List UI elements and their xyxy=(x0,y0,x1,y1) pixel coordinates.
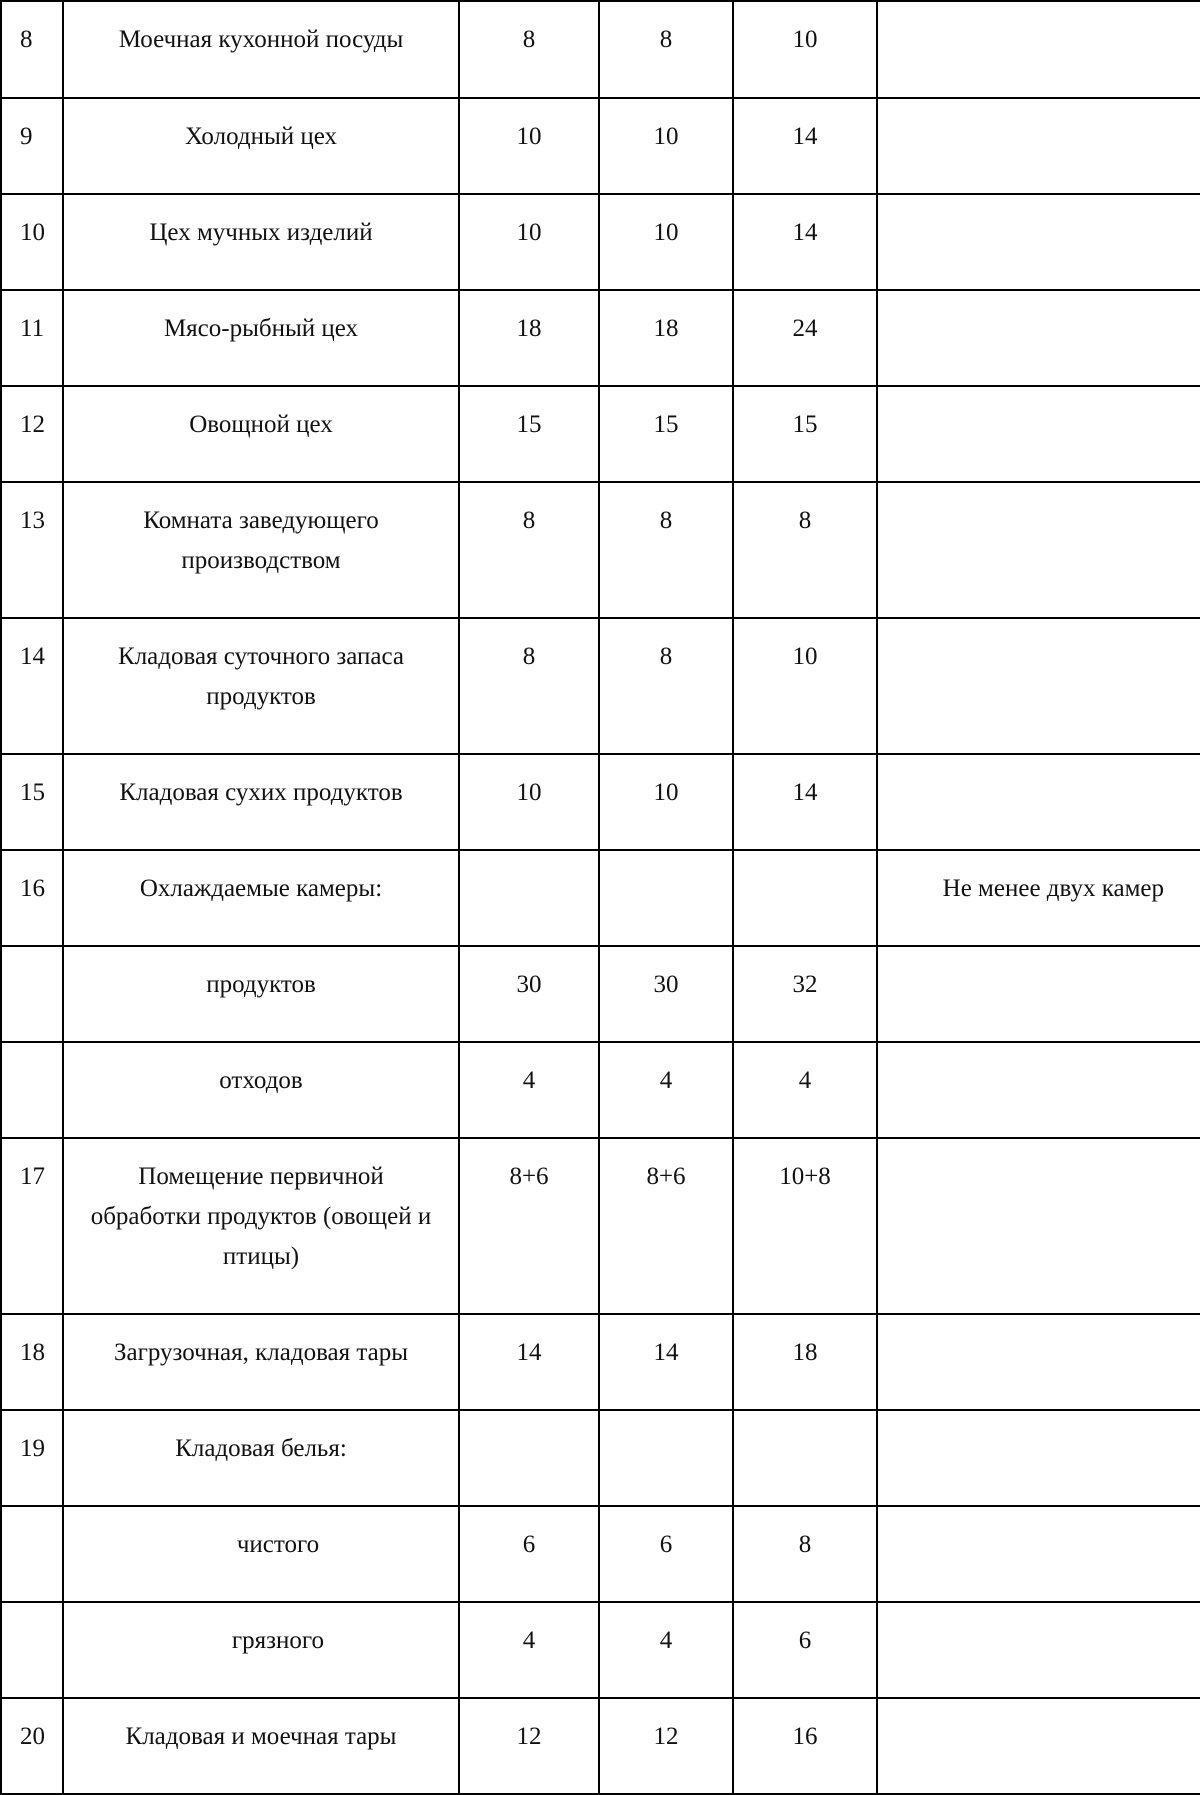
value-1-text: 8 xyxy=(522,26,536,53)
value-2-cell xyxy=(599,1,733,98)
table-row xyxy=(1,386,1200,482)
row-number-cell xyxy=(1,850,63,946)
room-name-text: чистого xyxy=(236,1530,320,1558)
room-name-cell xyxy=(63,194,459,290)
note-cell xyxy=(877,1314,1200,1410)
value-3-cell xyxy=(733,1042,877,1138)
note-cell xyxy=(877,386,1200,482)
table-row xyxy=(1,1698,1200,1794)
table-row xyxy=(1,98,1200,194)
table-row xyxy=(1,1138,1200,1314)
note-cell xyxy=(877,1138,1200,1314)
value-3-text: 24 xyxy=(792,315,818,343)
value-2-cell xyxy=(599,1602,733,1698)
table-row xyxy=(1,1506,1200,1602)
row-number-cell xyxy=(1,946,63,1042)
room-name-text: Кладовая белья: xyxy=(175,1434,347,1462)
room-name-cell xyxy=(63,1506,459,1602)
value-1-text: 10 xyxy=(516,219,542,247)
room-name-text: продуктов xyxy=(206,971,316,998)
value-1-cell xyxy=(459,194,599,290)
row-number-text: 12 xyxy=(20,411,45,439)
table-row xyxy=(1,1602,1200,1698)
value-1-cell xyxy=(459,98,599,194)
value-3-cell xyxy=(733,482,877,618)
value-1-cell xyxy=(459,1138,599,1314)
value-2-cell xyxy=(599,754,733,850)
value-1-text: 4 xyxy=(522,1066,536,1094)
note-text: Не менее двух камер xyxy=(942,875,1164,903)
room-name-text: Кладовая сухих продуктов xyxy=(119,779,403,807)
value-1-cell xyxy=(459,618,599,754)
row-number-text: 17 xyxy=(20,1162,45,1190)
note-cell xyxy=(877,1042,1200,1138)
note-cell xyxy=(877,754,1200,850)
value-2-text: 18 xyxy=(653,315,679,343)
value-3-cell xyxy=(733,1506,877,1602)
table-row xyxy=(1,1042,1200,1138)
row-number-text: 11 xyxy=(20,315,45,343)
value-3-cell xyxy=(733,754,877,850)
row-number-cell xyxy=(1,1602,63,1698)
room-name-cell xyxy=(63,290,459,386)
row-number-text: 13 xyxy=(20,507,45,535)
value-1-cell xyxy=(459,1314,599,1410)
value-3-text: 10+8 xyxy=(779,1162,831,1190)
value-1-text: 18 xyxy=(516,315,542,343)
note-cell xyxy=(877,1506,1200,1602)
table-row xyxy=(1,194,1200,290)
table-row xyxy=(1,482,1200,618)
value-3-text: 18 xyxy=(792,1338,818,1366)
room-name-cell xyxy=(63,1314,459,1410)
room-name-cell xyxy=(63,1138,459,1314)
value-2-cell xyxy=(599,1698,733,1794)
value-1-cell xyxy=(459,482,599,618)
room-name-text: грязного xyxy=(231,1626,325,1654)
value-3-text: 32 xyxy=(792,971,818,998)
room-name-text: Мясо-рыбный цех xyxy=(163,315,359,343)
value-2-cell xyxy=(599,290,733,386)
value-1-text: 12 xyxy=(516,1722,542,1750)
row-number-cell xyxy=(1,290,63,386)
value-1-text: 4 xyxy=(522,1626,536,1654)
room-name-cell xyxy=(63,1698,459,1794)
value-3-cell xyxy=(733,618,877,754)
room-name-text: Овощной цех xyxy=(189,411,333,439)
value-3-cell xyxy=(733,1,877,98)
room-name-cell xyxy=(63,386,459,482)
note-cell xyxy=(877,850,1200,946)
row-number-text: 8 xyxy=(20,26,33,53)
room-name-text: Комната заведующего производством xyxy=(143,507,379,575)
room-name-cell xyxy=(63,618,459,754)
value-3-text: 6 xyxy=(798,1626,812,1654)
row-number-text: 19 xyxy=(20,1434,45,1462)
row-number-cell xyxy=(1,1,63,98)
value-2-cell xyxy=(599,1410,733,1506)
value-3-text: 10 xyxy=(792,26,818,53)
value-2-text: 8 xyxy=(659,643,673,671)
value-3-text: 16 xyxy=(792,1722,818,1750)
room-name-cell xyxy=(63,1602,459,1698)
room-name-text: Холодный цех xyxy=(184,123,338,151)
value-2-cell xyxy=(599,1138,733,1314)
value-2-text: 15 xyxy=(653,411,679,439)
room-name-cell xyxy=(63,1410,459,1506)
value-3-text: 15 xyxy=(792,411,818,439)
room-name-text: Кладовая суточного запаса продуктов xyxy=(118,643,404,711)
value-2-cell xyxy=(599,386,733,482)
room-name-text: Моечная кухонной посуды xyxy=(118,26,404,53)
room-name-cell xyxy=(63,754,459,850)
value-3-cell xyxy=(733,1410,877,1506)
value-1-text: 14 xyxy=(516,1338,542,1366)
row-number-text: 10 xyxy=(20,219,45,247)
row-number-text: 18 xyxy=(20,1338,45,1366)
note-cell xyxy=(877,290,1200,386)
value-1-cell xyxy=(459,1042,599,1138)
value-2-text: 8+6 xyxy=(646,1162,686,1190)
value-3-text: 10 xyxy=(792,643,818,671)
value-3-text: 4 xyxy=(798,1066,812,1094)
value-2-cell xyxy=(599,618,733,754)
value-2-cell xyxy=(599,946,733,1042)
value-3-cell xyxy=(733,1698,877,1794)
room-name-cell xyxy=(63,850,459,946)
value-2-cell xyxy=(599,482,733,618)
room-name-cell xyxy=(63,482,459,618)
value-2-text: 30 xyxy=(653,971,679,998)
room-name-cell xyxy=(63,946,459,1042)
value-2-cell xyxy=(599,1042,733,1138)
row-number-text: 9 xyxy=(20,123,33,151)
value-3-cell xyxy=(733,850,877,946)
value-1-text: 15 xyxy=(516,411,542,439)
value-2-text: 12 xyxy=(653,1722,679,1750)
value-3-cell xyxy=(733,1314,877,1410)
row-number-cell xyxy=(1,1410,63,1506)
room-name-text: Помещение первичной обработки продуктов (овощей и птицы) xyxy=(90,1162,432,1270)
table-row xyxy=(1,618,1200,754)
value-3-cell xyxy=(733,290,877,386)
row-number-cell xyxy=(1,754,63,850)
row-number-cell xyxy=(1,1314,63,1410)
note-cell xyxy=(877,618,1200,754)
value-1-cell xyxy=(459,754,599,850)
table-body xyxy=(1,1,1200,1794)
value-1-cell xyxy=(459,1,599,98)
value-3-cell xyxy=(733,98,877,194)
table-row xyxy=(1,290,1200,386)
row-number-cell xyxy=(1,1042,63,1138)
value-2-text: 4 xyxy=(659,1626,673,1654)
room-name-text: Кладовая и моечная тары xyxy=(125,1722,397,1750)
value-1-text: 10 xyxy=(516,123,542,151)
value-1-cell xyxy=(459,1602,599,1698)
row-number-text: 14 xyxy=(20,643,45,671)
value-2-text: 8 xyxy=(659,26,673,53)
note-cell xyxy=(877,1602,1200,1698)
value-1-text: 6 xyxy=(522,1530,536,1558)
value-2-text: 14 xyxy=(653,1338,679,1366)
note-cell xyxy=(877,482,1200,618)
row-number-cell xyxy=(1,194,63,290)
table-row xyxy=(1,1410,1200,1506)
value-3-cell xyxy=(733,1138,877,1314)
value-2-text: 4 xyxy=(659,1066,673,1094)
note-cell xyxy=(877,194,1200,290)
room-name-text: Загрузочная, кладовая тары xyxy=(113,1338,409,1366)
note-cell xyxy=(877,1410,1200,1506)
note-cell xyxy=(877,1698,1200,1794)
value-2-text: 8 xyxy=(659,507,673,535)
value-1-cell xyxy=(459,1410,599,1506)
value-3-text: 14 xyxy=(792,219,818,247)
value-1-cell xyxy=(459,946,599,1042)
value-3-cell xyxy=(733,946,877,1042)
value-1-text: 8 xyxy=(522,643,536,671)
value-2-cell xyxy=(599,1506,733,1602)
row-number-cell xyxy=(1,1506,63,1602)
row-number-text: 15 xyxy=(20,779,45,807)
row-number-cell xyxy=(1,1698,63,1794)
value-3-text: 8 xyxy=(798,1530,812,1558)
value-1-text: 8+6 xyxy=(509,1162,549,1190)
room-name-cell xyxy=(63,1,459,98)
value-2-cell xyxy=(599,1314,733,1410)
value-1-cell xyxy=(459,386,599,482)
value-1-cell xyxy=(459,850,599,946)
value-3-text: 14 xyxy=(792,123,818,151)
value-1-text: 8 xyxy=(522,507,536,535)
room-name-cell xyxy=(63,98,459,194)
row-number-cell xyxy=(1,618,63,754)
note-cell xyxy=(877,98,1200,194)
value-1-text: 10 xyxy=(516,779,542,807)
value-2-cell xyxy=(599,194,733,290)
table-row xyxy=(1,946,1200,1042)
value-1-cell xyxy=(459,1506,599,1602)
table-row xyxy=(1,850,1200,946)
row-number-text: 16 xyxy=(20,875,45,903)
value-1-text: 30 xyxy=(516,971,542,998)
note-cell xyxy=(877,1,1200,98)
room-name-cell xyxy=(63,1042,459,1138)
value-3-text: 8 xyxy=(798,507,812,535)
table-row xyxy=(1,754,1200,850)
value-2-text: 10 xyxy=(653,123,679,151)
room-name-text: отходов xyxy=(219,1066,303,1094)
room-name-text: Охлаждаемые камеры: xyxy=(139,875,383,903)
value-2-cell xyxy=(599,850,733,946)
row-number-text: 20 xyxy=(20,1722,45,1750)
value-3-cell xyxy=(733,386,877,482)
room-name-text: Цех мучных изделий xyxy=(149,219,373,247)
value-3-text: 14 xyxy=(792,779,818,807)
row-number-cell xyxy=(1,482,63,618)
value-3-cell xyxy=(733,194,877,290)
value-2-text: 10 xyxy=(653,779,679,807)
row-number-cell xyxy=(1,386,63,482)
value-1-cell xyxy=(459,290,599,386)
note-cell xyxy=(877,946,1200,1042)
value-3-cell xyxy=(733,1602,877,1698)
value-2-text: 10 xyxy=(653,219,679,247)
row-number-cell xyxy=(1,98,63,194)
value-1-cell xyxy=(459,1698,599,1794)
value-2-cell xyxy=(599,98,733,194)
table-row xyxy=(1,1314,1200,1410)
row-number-cell xyxy=(1,1138,63,1314)
value-2-text: 6 xyxy=(659,1530,673,1558)
table-row xyxy=(1,1,1200,98)
